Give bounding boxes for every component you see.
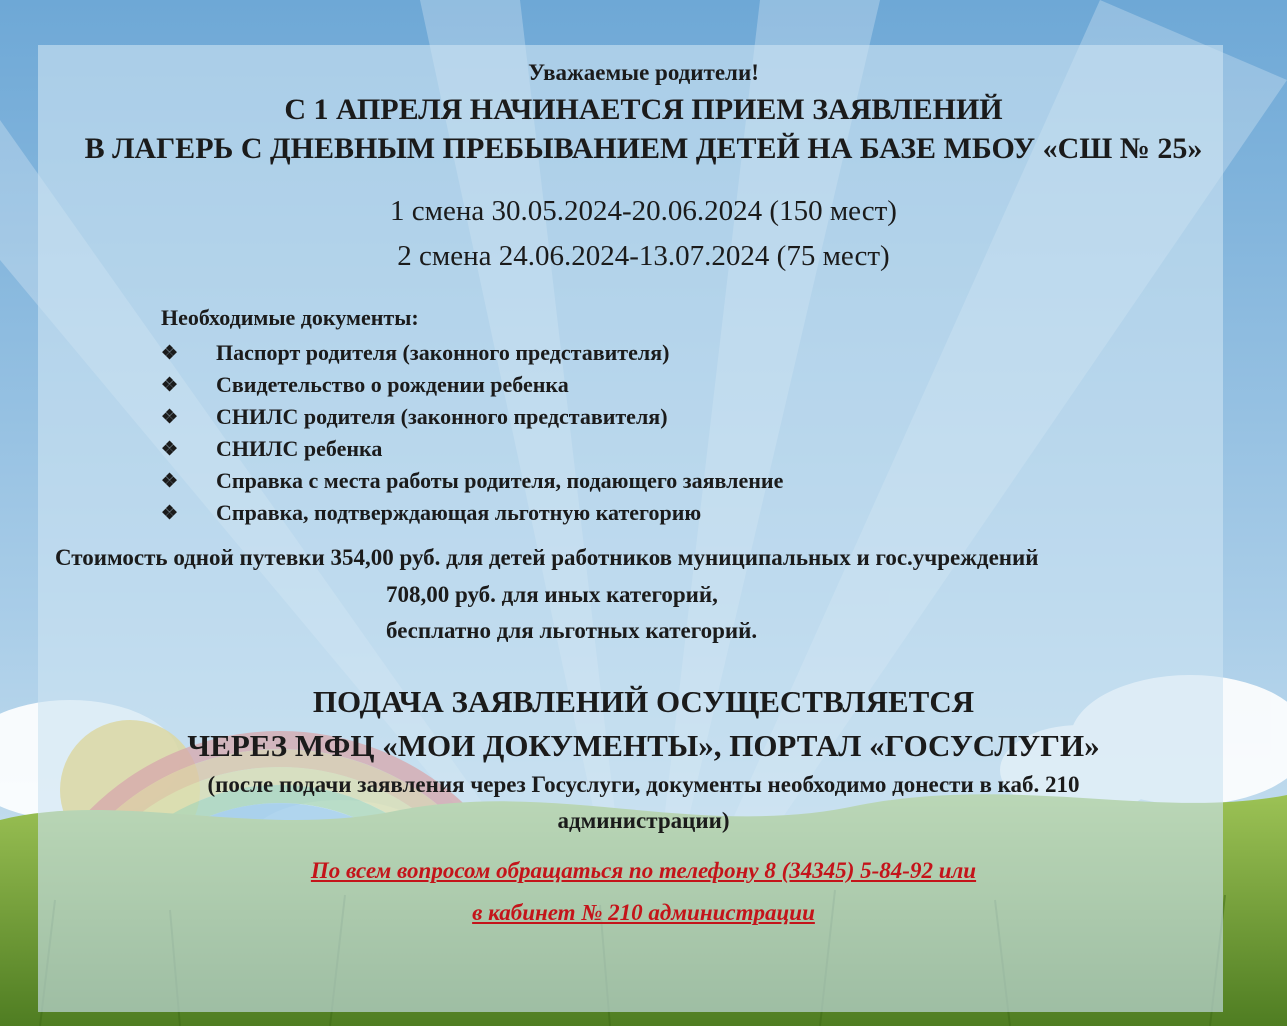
greeting: Уважаемые родители!	[528, 60, 759, 85]
diamond-bullet-icon: ❖	[161, 470, 179, 492]
shift-2: 2 смена 24.06.2024-13.07.2024 (75 мест)	[397, 240, 890, 272]
note-line-1: (после подачи заявления через Госуслуги, документы необходимо донести в каб. 210	[207, 772, 1080, 797]
cost-line-1: Стоимость одной путевки 354,00 руб. для детей работников муниципальных и гос.учреждений	[55, 545, 1039, 570]
document-label: Свидетельство о рождении ребенка	[216, 372, 569, 397]
diamond-bullet-icon: ❖	[161, 502, 179, 524]
document-label: Паспорт родителя (законного представителя)	[216, 340, 670, 365]
note-line-2: администрации)	[557, 808, 730, 833]
documents-section	[161, 305, 783, 529]
diamond-bullet-icon: ❖	[161, 438, 179, 460]
diamond-bullet-icon: ❖	[161, 374, 179, 396]
document-label: Справка с места работы родителя, подающего заявление	[216, 468, 784, 493]
documents-title: Необходимые документы:	[161, 305, 419, 330]
document-item	[161, 369, 783, 401]
document-label: СНИЛС ребенка	[216, 436, 383, 461]
document-item	[161, 337, 783, 369]
document-label: Справка, подтверждающая льготную категорию	[216, 500, 702, 525]
documents-list	[161, 337, 783, 529]
document-item	[161, 433, 783, 465]
document-item	[161, 401, 783, 433]
submission-line-2: ЧЕРЕЗ МФЦ «МОИ ДОКУМЕНТЫ», ПОРТАЛ «ГОСУСЛУГИ»	[187, 728, 1100, 763]
headline-line-2: В ЛАГЕРЬ С ДНЕВНЫМ ПРЕБЫВАНИЕМ ДЕТЕЙ НА БАЗЕ МБОУ «СШ № 25»	[84, 132, 1203, 165]
diamond-bullet-icon: ❖	[161, 406, 179, 428]
cost-line-2: 708,00 руб. для иных категорий,	[386, 582, 718, 607]
contact-line-1: По всем вопросом обращаться по телефону 8 (34345) 5-84-92 или	[310, 858, 977, 883]
headline-line-1: С 1 АПРЕЛЯ НАЧИНАЕТСЯ ПРИЕМ ЗАЯВЛЕНИЙ	[284, 93, 1003, 126]
shift-1: 1 смена 30.05.2024-20.06.2024 (150 мест)	[390, 195, 897, 227]
document-item	[161, 465, 783, 497]
contact-line-2: в кабинет № 210 администрации	[472, 900, 815, 925]
cost-line-3: бесплатно для льготных категорий.	[386, 618, 758, 643]
document-item	[161, 497, 783, 529]
document-label: СНИЛС родителя (законного представителя)	[216, 404, 668, 429]
diamond-bullet-icon: ❖	[161, 342, 179, 364]
submission-line-1: ПОДАЧА ЗАЯВЛЕНИЙ ОСУЩЕСТВЛЯЕТСЯ	[312, 684, 975, 719]
